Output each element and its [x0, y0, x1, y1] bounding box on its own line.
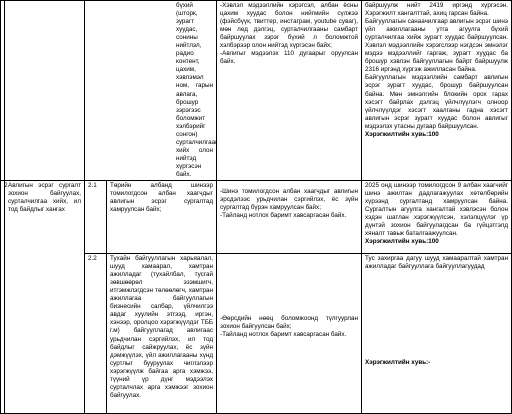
- task-text: бүхий (шторк, зурагт хуудас, сонины нийтлэл, радио контент, цахим, хэвлэмэл ном, гарын авлага, брошур зэрэгээс боломжит хэлбэрийг сонгон) сурталчилгааг хийх олон нийтэд хүргэсэн байх.: [176, 2, 218, 178]
- goal-text: Авлигын эсрэг сургалт зохион байгуулах, сурталчилгаа хийх, ил тод байдлыг хангах: [8, 182, 81, 214]
- criteria-text: -Хэвлэл мэдээллийн хэрэгсэл, албан ёсны цахим хуудас болон нийгмийн сүлжээ (фэйсбүүк, твиттер, инстаграм, youtube суваг), мөн лед дэлгэц, сурталчилгааны самбарт байршуулах зэрэг бүхий л боломжтой хэлбэрээр олон нийтэд хүргэсэн байх; -Авлигыг мэдээлэх 110 дугаарыг оруулсан байх.: [220, 2, 359, 66]
- rating-text: Хэрэгжилтийн хувь:-: [365, 359, 431, 367]
- criteria-cell: [217, 181, 362, 254]
- goal-cell: [5, 1, 85, 181]
- criteria-text: -Шинэ томилогдсон албан хаагчдыг авлигын эрсдэлээс урьдчилан сэргийлэх, ёс зүйн сургалтад бүрэн хамруулсан байх; -Тайланд нотлох баримт хавсаргасан байх.: [220, 188, 359, 220]
- result-text: Тус захиргаа дагуу шууд хамааралтай хамтран ажилладаг байгууллага байгууллагуудад: [365, 255, 509, 271]
- result-cell: [362, 181, 512, 254]
- table-row: [1, 181, 512, 254]
- criteria-cell: [217, 1, 362, 181]
- rating-text: Хэрэгжилтийн хувь:100: [365, 130, 439, 138]
- goal-cell: [5, 181, 85, 414]
- task-code-cell: 2.1: [85, 181, 107, 254]
- task-cell: [85, 1, 217, 181]
- task-code-cell: 2.2: [85, 254, 107, 414]
- number-cell: 2: [1, 181, 5, 414]
- task-text: Төрийн албанд шинээр томилогдсон албан хаагчдыг авлигын эсрэг сургалтад хамруулсан байх;: [110, 182, 214, 214]
- result-cell: [362, 254, 512, 414]
- result-cell: [362, 1, 512, 181]
- criteria-cell: [217, 254, 362, 414]
- table-row: [1, 1, 512, 181]
- result-text: 2025 онд шинээр томилогдсон 9 албан хаагчийг шинэ ажилтан дадлагажуулах хөтөлбөрийн хүрээнд сургалтанд хамруулсан байна. Сургалтын агуулга хангалтай хэвлэсэн болон хэдэн шатлан хэрэгжүүлсэн, хэлэлцүүлэг үр дүнтэй зохион байгуулагдсан ба гүйцэтгэлд хяналт тавьж баталгаажуулсан.: [365, 182, 509, 238]
- result-text: байршуулж нийт 2419 иргэнд хүргэсэн. Хэрэгжилт хангалттай, ахиц гарсан байна. Байгууллагын санаачилгаар авлигын эсрэг шинэ үйл ажиллагааны утга агуулга бүхий сурталчилгаа хийж зурагт хуудас байршуулсан. Хэвлэл мэдээллийн хэрэгслээр нэгдсэн эмнэлэг мэдээ мэдээллийг гаргаж, зурагт хуудас ба брошур хэвлэн байгууллагын байрт байршуулж 2316 иргэнд хүргэж ажилласан байна. Байгууллагын мэдээллийн самбарт авлигын эсрэг зурагт хуудас, брошур байршуулсан байна. Мөн эмнэлгийн блокийн орох гарах хэсэгт байрлах дэлгэц үйлчлүүлэгч олноор үйлчлүүлдэг хэсэгт хаалганы гадна хэсэгт авлигын эсрэг зурагт хуудас болон авлигыг мэдээлэх утасны дугаар байршуулсан.: [365, 2, 509, 130]
- task-cell: [107, 181, 217, 254]
- task-text: Тухайн байгууллагын харьяалал, шууд хамаарал, хамтран ажилладаг (тухайлбал, тусгай зөвшөөрөл эзэмшигч, итгэмжлэгдсэн төлөөлөгч, хамтран ажиллагаа байгууллагын бизнесийн салбар, үйлчилгээ авдаг хуулийн этгээд, иргэн, хэнээр, оролцоо хэрэгжүүлдэг ТББ г.м) байгууллагад авлигаас урьдчилан сэргийлэх, ил тод байдлыг сайжруулах, ёс зүйн дэмжүүлэх, үйл ажиллагааны хүнд суртлыг бууруулах чиглэлээр хэрэгжүүлж байгаа арга хэмжээ, түүний үр дүнг мэдээлэх сурталчлах арга хэмжээг зохион байгуулах.: [110, 255, 214, 399]
- criteria-text: -Өөрсдийн нөөц боломжоонд түлгуурлан зохион байгуулсан байх; -Тайланд нотлох баримт хавсаргасан байх.: [220, 315, 359, 339]
- rating-text: Хэрэгжилтийн хувь:100: [365, 238, 439, 246]
- task-cell: [107, 254, 217, 414]
